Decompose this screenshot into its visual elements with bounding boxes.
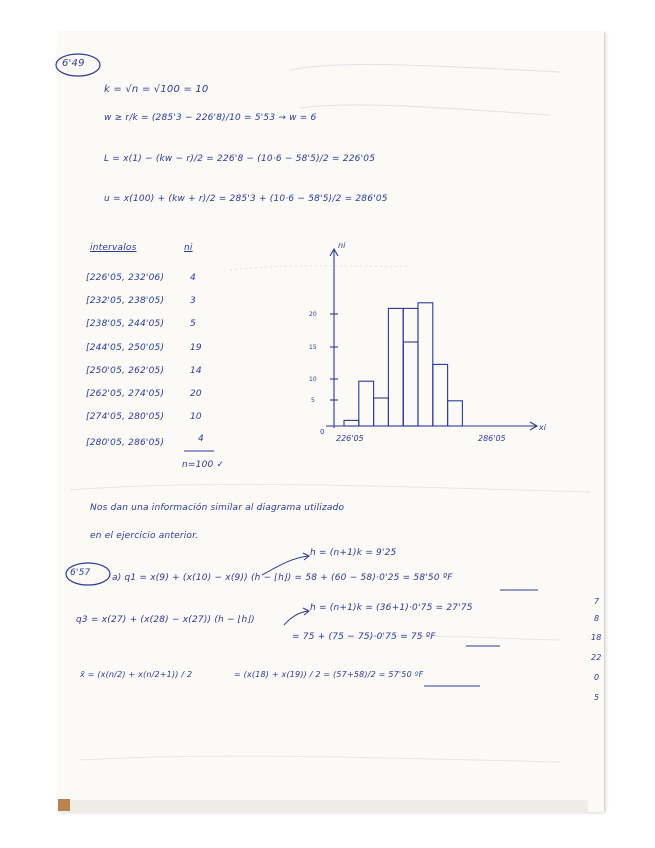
table-row-interval: [244'05, 250'05): [86, 343, 165, 353]
table-row-interval: [274'05, 280'05): [86, 412, 165, 422]
y-tick-label: 5: [311, 397, 315, 404]
y-tick-label: 15: [309, 344, 317, 351]
ex649-line-4: u = x(100) + (kw + r)/2 = 285'3 + (10·6 − 58'5)/2 = 286'05: [104, 194, 388, 204]
table-total: n=100 ✓: [182, 460, 225, 470]
ex657-number: 6'57: [70, 568, 91, 578]
ex657-q3-left: q3 = x(27) + (x(28) − x(27)) (h − ⌊h⌋): [76, 615, 255, 625]
ex649-line-3: L = x(1) − (kw − r)/2 = 226'8 − (10·6 − 58'5)/2 = 226'05: [104, 154, 376, 164]
note-line-1: Nos dan una información similar al diagrama utilizado: [90, 503, 345, 513]
table-header-intervals: intervalos: [90, 243, 137, 253]
y-tick-label: 20: [309, 311, 317, 318]
margin-digit: 5: [594, 693, 600, 702]
table-row-ni: 14: [190, 366, 202, 376]
x-axis-label: xi: [539, 423, 546, 432]
y-axis-label: ni: [338, 241, 346, 250]
margin-digit: 7: [594, 597, 600, 606]
margin-digit: 18: [591, 633, 602, 642]
y-tick-label: 10: [309, 376, 317, 383]
ex657-q3-right: = 75 + (75 − 75)·0'75 = 75 ºF: [292, 632, 436, 642]
ex657-median-left: x̄ = (x(n/2) + x(n/2+1)) / 2: [80, 670, 193, 679]
ex657-median-right: = (x(18) + x(19)) / 2 = (57+58)/2 = 57'50 ºF: [234, 670, 424, 679]
ex649-line-1: k = √n = √100 = 10: [104, 84, 209, 95]
x-tick-label: 226'05: [336, 434, 364, 443]
x-tick-label: 286'05: [478, 434, 506, 443]
table-row-interval: [226'05, 232'06): [86, 273, 165, 283]
table-row-ni: 3: [190, 296, 196, 306]
table-row-ni: 19: [190, 343, 202, 353]
table-row-interval: [262'05, 274'05): [86, 389, 165, 399]
table-row-ni: 4: [198, 434, 204, 444]
table-row-ni: 10: [190, 412, 202, 422]
table-row-interval: [232'05, 238'05): [86, 296, 165, 306]
table-header-ni: ni: [184, 243, 193, 253]
ex657-q1: a) q1 = x(9) + (x(10) − x(9)) (h − ⌊h⌋) = 58 + (60 − 58)·0'25 = 58'50 ºF: [112, 573, 453, 583]
margin-digit: 22: [591, 653, 602, 662]
ex657-h3-note: h = (n+1)k = (36+1)·0'75 = 27'75: [310, 603, 473, 613]
ex649-number: 6'49: [62, 58, 85, 69]
table-row-ni: 20: [190, 389, 202, 399]
ex657-h1-note: h = (n+1)k = 9'25: [310, 548, 397, 558]
table-row-interval: [280'05, 286'05): [86, 438, 165, 448]
margin-digit: 8: [594, 614, 600, 623]
table-row-interval: [250'05, 262'05): [86, 366, 165, 376]
note-line-2: en el ejercicio anterior.: [90, 531, 199, 541]
table-row-interval: [238'05, 244'05): [86, 319, 165, 329]
margin-digit: 0: [594, 673, 600, 682]
table-row-ni: 5: [190, 319, 196, 329]
table-row-ni: 4: [190, 273, 196, 283]
origin-label: 0: [320, 428, 325, 436]
ex649-line-2: w ≥ r/k = (285'3 − 226'8)/10 = 5'53 → w = 6: [104, 113, 317, 123]
